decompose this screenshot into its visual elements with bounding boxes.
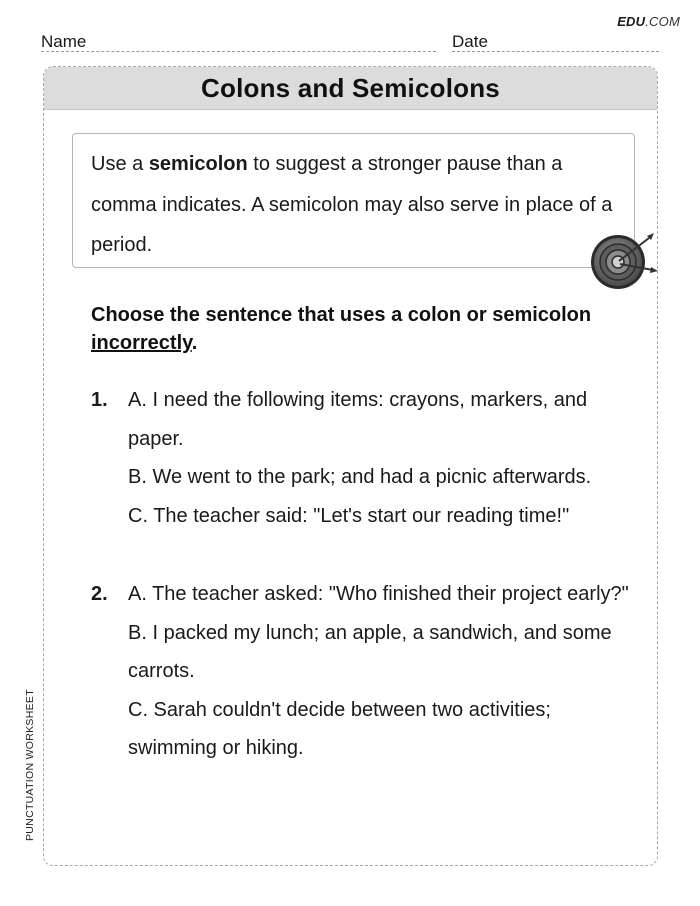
- question-options: [128, 575, 636, 768]
- question-number: 2.: [91, 583, 108, 605]
- sidebar-category-label: PUNCTUATION WORKSHEET: [24, 689, 36, 841]
- instruction-text: Choose the sentence that uses a colon or semicolon incorrectly.: [91, 304, 592, 354]
- info-keyword: semicolon: [148, 153, 248, 175]
- archery-target-icon: [587, 230, 659, 292]
- date-label: Date: [452, 32, 488, 51]
- brand-logo: EDU.COM: [617, 14, 680, 29]
- option-b[interactable]: B. We went to the park; and had a picnic afterwards.: [128, 466, 592, 488]
- name-date-row: [41, 32, 659, 54]
- name-label: Name: [41, 32, 87, 51]
- instruction-emphasis: incorrectly: [91, 332, 192, 354]
- worksheet-title: Colons and Semicolons: [201, 72, 500, 103]
- worksheet-card: [43, 66, 658, 866]
- option-c[interactable]: C. The teacher said: "Let's start our reading time!": [128, 504, 570, 527]
- date-field-line[interactable]: [452, 51, 659, 52]
- info-box: [72, 133, 635, 268]
- title-bar: [44, 67, 657, 110]
- option-a[interactable]: A. The teacher asked: "Who finished their project early?": [128, 583, 629, 605]
- name-field-line[interactable]: [41, 51, 436, 52]
- option-a[interactable]: A. I need the following items: crayons, markers, and paper.: [128, 389, 588, 450]
- option-c[interactable]: C. Sarah couldn't decide between two activities; swimming or hiking.: [128, 698, 551, 759]
- option-b[interactable]: B. I packed my lunch; an apple, a sandwich, and some carrots.: [128, 621, 612, 682]
- question-options: [128, 381, 636, 535]
- question-number: 1.: [91, 389, 108, 411]
- info-text: Use a semicolon to suggest a stronger pause than a comma indicates. A semicolon may also serve in place of a period.: [91, 153, 613, 256]
